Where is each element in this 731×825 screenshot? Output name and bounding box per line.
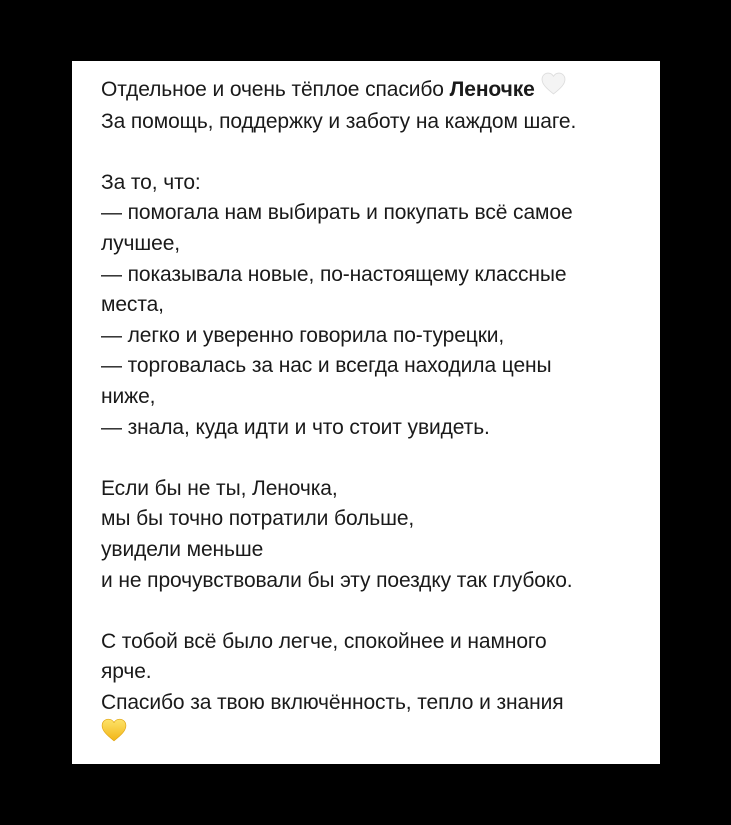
message-card — [72, 61, 660, 764]
middle-line: и не прочувствовали бы эту поездку так глубоко. — [101, 568, 573, 592]
yellow-heart-icon — [101, 718, 127, 752]
list-line: места, — [101, 293, 164, 317]
list-line: лучшее, — [101, 231, 181, 255]
intro-text: Отдельное и очень тёплое спасибо — [101, 77, 450, 101]
list-lead: За то, что: — [101, 170, 201, 194]
paragraph-gap — [101, 443, 660, 474]
list-line: — помогала нам выбирать и покупать всё самое — [101, 201, 573, 225]
paragraph-gap — [101, 137, 660, 168]
paragraph-gap — [101, 596, 660, 627]
list-line: — показывала новые, по-настоящему классные — [101, 262, 567, 286]
closing-line: ярче. — [101, 660, 152, 684]
closing-line: Спасибо за твою включённость, тепло и знания — [101, 690, 564, 714]
white-heart-icon — [541, 72, 566, 105]
list-line: ниже, — [101, 384, 156, 408]
recipient-name: Леночке — [449, 77, 535, 101]
closing-heart-line — [101, 718, 660, 752]
intro-line-1 — [101, 74, 660, 107]
middle-line: Если бы не ты, Леночка, — [101, 476, 338, 500]
middle-line: увидели меньше — [101, 537, 264, 561]
list-line: — знала, куда идти и что стоит увидеть. — [101, 415, 490, 439]
middle-line: мы бы точно потратили больше, — [101, 507, 415, 531]
list-line: — торговалась за нас и всегда находила цены — [101, 354, 552, 378]
list-line: — легко и уверенно говорила по-турецки, — [101, 323, 505, 347]
closing-line: С тобой всё было легче, спокойнее и намного — [101, 629, 547, 653]
intro-line-2: За помощь, поддержку и заботу на каждом шаге. — [101, 109, 577, 133]
